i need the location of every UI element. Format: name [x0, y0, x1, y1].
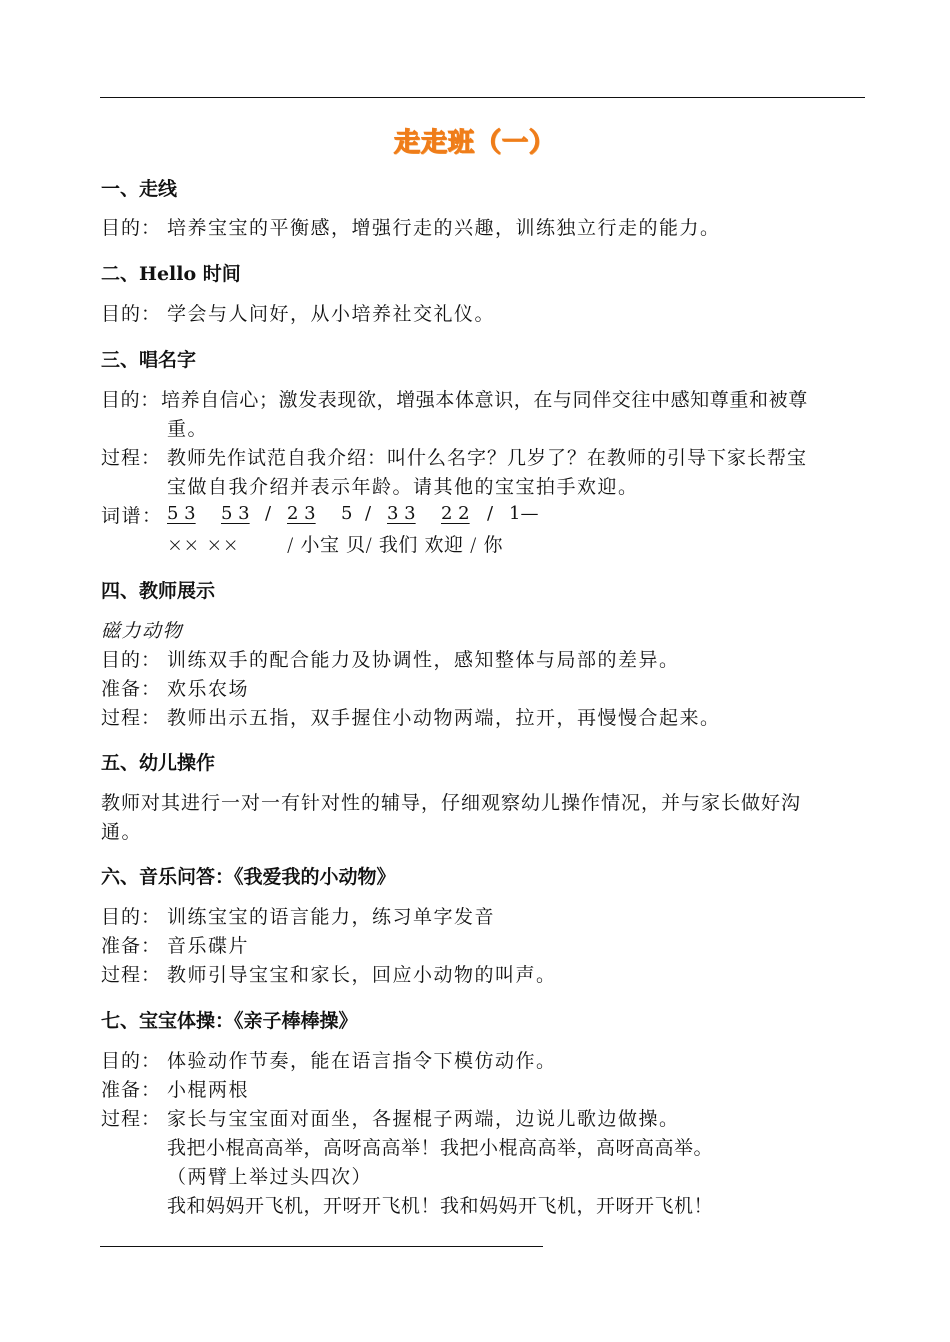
score-bar: /	[365, 503, 372, 524]
score-notes	[167, 503, 538, 524]
s1-aim-line	[101, 214, 721, 243]
s4-aim-line	[101, 646, 680, 675]
score-lyrics	[167, 531, 503, 560]
score-note: 5 3	[221, 503, 250, 524]
s7-prep-label: 准备：	[101, 1079, 162, 1101]
s6-prep-line	[101, 932, 249, 961]
section-heading-5: 五、幼儿操作	[101, 752, 216, 774]
header-rule	[100, 97, 865, 98]
s6-proc-text: 教师引导宝宝和家长，回应小动物的叫声。	[167, 964, 557, 986]
s2-aim-label: 目的：	[101, 303, 162, 325]
s3-proc-line	[101, 444, 807, 473]
score-note: 5 3	[167, 503, 196, 524]
score-note: 5	[341, 503, 353, 524]
s7-aim-line	[101, 1047, 557, 1076]
s4-aim-label: 目的：	[101, 649, 162, 671]
s4-proc-line	[101, 704, 721, 733]
score-bar: /	[265, 503, 272, 524]
s4-proc-label: 过程：	[101, 707, 162, 729]
s4-subtitle: 磁力动物	[101, 620, 184, 642]
s6-aim-label: 目的：	[101, 906, 162, 928]
s6-prep-text: 音乐碟片	[167, 935, 250, 957]
s5-text-1: 教师对其进行一对一有针对性的辅导，仔细观察幼儿操作情况，并与家长做好沟	[101, 792, 802, 814]
s6-prep-label: 准备：	[101, 935, 162, 957]
score-note: 1—	[509, 503, 539, 524]
s1-aim-label: 目的：	[101, 217, 162, 239]
section-heading-1: 一、走线	[101, 178, 178, 200]
s3-proc-text-1: 教师先作试范自我介绍：叫什么名字？几岁了？在教师的引导下家长帮宝	[167, 447, 808, 469]
s3-aim-text-2: 重。	[167, 418, 209, 440]
section-heading-2: 二、Hello 时间	[101, 263, 241, 285]
s7-proc-text: 家长与宝宝面对面坐，各握棍子两端，边说儿歌边做操。	[167, 1108, 680, 1130]
s3-proc-text-2: 宝做自我介绍并表示年龄。请其他的宝宝拍手欢迎。	[167, 476, 639, 498]
s3-aim-text-1: 培养自信心；激发表现欲，增强本体意识，在与同伴交往中感知尊重和被尊	[161, 389, 808, 411]
s5-text-2: 通。	[101, 821, 143, 843]
s6-aim-text: 训练宝宝的语言能力，练习单字发音	[167, 906, 496, 928]
section-heading-6: 六、音乐问答：《我爱我的小动物》	[101, 866, 396, 888]
s7-song-line-1: 我把小棍高高举，高呀高高举！我把小棍高高举，高呀高高举。	[167, 1137, 714, 1159]
s4-aim-text: 训练双手的配合能力及协调性，感知整体与局部的差异。	[167, 649, 680, 671]
s7-prep-text: 小棍两根	[167, 1079, 250, 1101]
s4-prep-label: 准备：	[101, 678, 162, 700]
score-lyrics-part: / 小宝 贝/ 我们 欢迎 / 你	[287, 534, 503, 556]
s1-aim-text: 培养宝宝的平衡感，增强行走的兴趣，训练独立行走的能力。	[167, 217, 721, 239]
score-bar: /	[487, 503, 494, 524]
s4-prep-text: 欢乐农场	[167, 678, 250, 700]
s2-aim-text: 学会与人问好，从小培养社交礼仪。	[167, 303, 496, 325]
score-lyrics-part: ×× ××	[167, 534, 240, 556]
s3-proc-label: 过程：	[101, 447, 162, 469]
footnote-rule	[100, 1246, 543, 1247]
s4-proc-text: 教师出示五指，双手握住小动物两端，拉开，再慢慢合起来。	[167, 707, 721, 729]
s7-prep-line	[101, 1076, 249, 1105]
s2-aim-line	[101, 300, 495, 329]
s6-aim-line	[101, 903, 495, 932]
score-note: 2 3	[287, 503, 316, 524]
section-heading-4: 四、教师展示	[101, 580, 216, 602]
s7-aim-label: 目的：	[101, 1050, 162, 1072]
s3-aim-label: 目的：	[101, 389, 160, 411]
score-note: 2 2	[441, 503, 470, 524]
score-note: 3 3	[387, 503, 416, 524]
s7-song-line-2: （两臂上举过头四次）	[167, 1166, 373, 1188]
s7-aim-text: 体验动作节奏，能在语言指令下模仿动作。	[167, 1050, 557, 1072]
s4-prep-line	[101, 675, 249, 704]
s6-proc-line	[101, 961, 557, 990]
section-heading-3: 三、唱名字	[101, 349, 197, 371]
s7-proc-line	[101, 1105, 680, 1134]
s7-song-line-3: 我和妈妈开飞机，开呀开飞机！我和妈妈开飞机，开呀开飞机！	[167, 1195, 714, 1217]
page-title: 走走班（一）	[393, 128, 556, 158]
s7-proc-label: 过程：	[101, 1108, 162, 1130]
s3-aim-line	[101, 386, 808, 415]
s6-proc-label: 过程：	[101, 964, 162, 986]
section-heading-7: 七、宝宝体操：《亲子棒棒操》	[101, 1010, 358, 1032]
s3-score-label: 词谱：	[101, 505, 163, 527]
